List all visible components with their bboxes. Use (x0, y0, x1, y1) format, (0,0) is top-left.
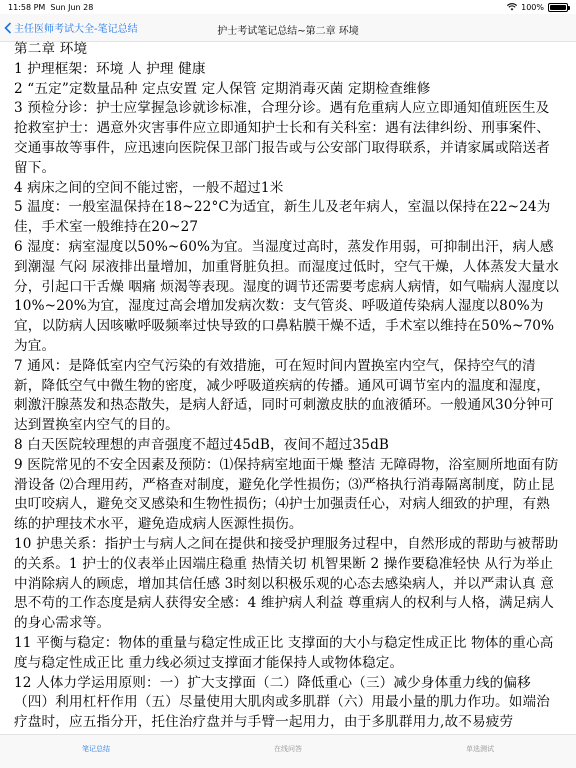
note-paragraph: 1 护理框架：环境 人 护理 健康 (14, 60, 206, 77)
note-paragraph: 11 平衡与稳定：物体的重量与稳定性成正比 支撑面的大小与稳定性成正比 物体的重心高度与稳定性成正比 重力线必须过支撑面才能保持人或物体稳定。 (14, 634, 554, 671)
note-paragraph: 10 护患关系：指护士与病人之间在提供和接受护理服务过程中，自然形成的帮助与被帮助的关系。1 护士的仪表举止因端庄稳重 热情关切 机智果断 2 操作要稳准轻快 从行为举止中消除病人的顾虑，增加其信任感 3时刻以积极乐观的心态去感染病人，并以严肃认真 意思不苟的工作态度是病人获得安全感：4 维护病人利益 尊重病人的权利与人格，满足病人的身心需求等。 (14, 535, 559, 632)
tab-quiz[interactable]: 单选测试 (466, 745, 494, 753)
status-time: 11:58 PM (8, 2, 46, 12)
note-paragraph: 9 医院常见的不安全因素及预防：⑴保持病室地面干燥 整洁 无障碍物，浴室厕所地面有防滑设备 ⑵合理用药，严格查对制度，避免化学性损伤；⑶严格执行消毒隔离制度，防止昆虫叮咬病人，避免交叉感染和生物性损伤；⑷护士加强责任心，对病人细致的护理，有熟练的护理技术水平，避免造成病人医源性损伤。 (14, 456, 559, 533)
note-paragraph: 4 病床之间的空间不能过密，一般不超过1米 (14, 179, 284, 196)
note-content-scroll[interactable] (0, 40, 576, 734)
chapter-heading: 第二章 环境 (14, 41, 88, 57)
back-button[interactable] (4, 20, 138, 35)
note-paragraph: 7 通风：是降低室内空气污染的有效措施，可在短时间内置换室内空气，保持空气的清新，降低空气中微生物的密度，减少呼吸道疾病的传播。通风可调节室内的温度和湿度，刺激汗腺蒸发和热态散失，是病人舒适，同时可刺激皮肤的血液循环。一般通风30分钟可达到置换室内空气的目的。 (14, 357, 554, 434)
tab-qa[interactable]: 在线问答 (274, 745, 302, 753)
chevron-left-icon (4, 22, 12, 34)
tab-notes[interactable]: 笔记总结 (82, 745, 110, 753)
tab-bar (0, 734, 576, 768)
note-paragraph: 3 预检分诊：护士应掌握急诊就诊标准，合理分诊。遇有危重病人应立即通知值班医生及抢救室护士：遇意外灾害事件应立即通知护士长和有关科室：遇有法律纠纷、刑事案件、交通事故等事件，应迅速向医院保卫部门报告或与公安部门取得联系，并请家属或陪送者留下。 (14, 100, 551, 176)
battery-percent: 100% (521, 2, 544, 12)
back-button-label: 主任医师考试大全-笔记总结 (14, 24, 138, 35)
note-paragraph: 6 湿度：病室湿度以50%~60%为宜。当湿度过高时，蒸发作用弱，可抑制出汗，病人感到潮湿 气闷 尿液排出量增加，加重肾脏负担。而湿度过低时，空气干燥，人体蒸发大量水分，引起口干舌燥 咽痛 烦渴等表现。湿度的调节还需要考虑病人病情，如气喘病人湿度以10%~20%为宜，湿度过高会增加发病次数：支气管炎、呼吸道传染病人湿度以80%为宜，以防病人因咳嗽呼吸频率过快导致的口鼻粘膜干燥不适，手术室以维持在50%~70%为宜。 (14, 238, 559, 354)
status-date: Sun Jun 28 (50, 2, 94, 12)
note-paragraph: 5 温度：一般室温保持在18~22°C为适宜，新生儿及老年病人，室温以保持在22~24为佳，手术室一般维持在20~27 (14, 199, 551, 236)
page-title: 护士考试笔记总结~第二章 环境 (217, 26, 359, 37)
status-bar (0, 0, 576, 14)
wifi-icon (507, 3, 517, 11)
note-paragraph: 2 “五定”定数量品种 定点安置 定人保管 定期消毒灭菌 定期检查维修 (14, 80, 431, 97)
navigation-bar (0, 14, 576, 42)
note-paragraph: 12 人体力学运用原则：一）扩大支撑面（二）降低重心（三）减少身体重力线的偏移 （四）利用杠杆作用（五）尽量使用大肌肉或多肌群（六）用最小量的肌力作功。如端治疗盘时，应五指分开，托住治疗盘并与手臂一起用力，由于多肌群用力,故不易疲劳 (14, 674, 551, 731)
note-article (14, 40, 562, 733)
battery-icon (548, 3, 568, 12)
note-paragraph: 8 白天医院较理想的声音强度不超过45dB，夜间不超过35dB (14, 436, 390, 453)
